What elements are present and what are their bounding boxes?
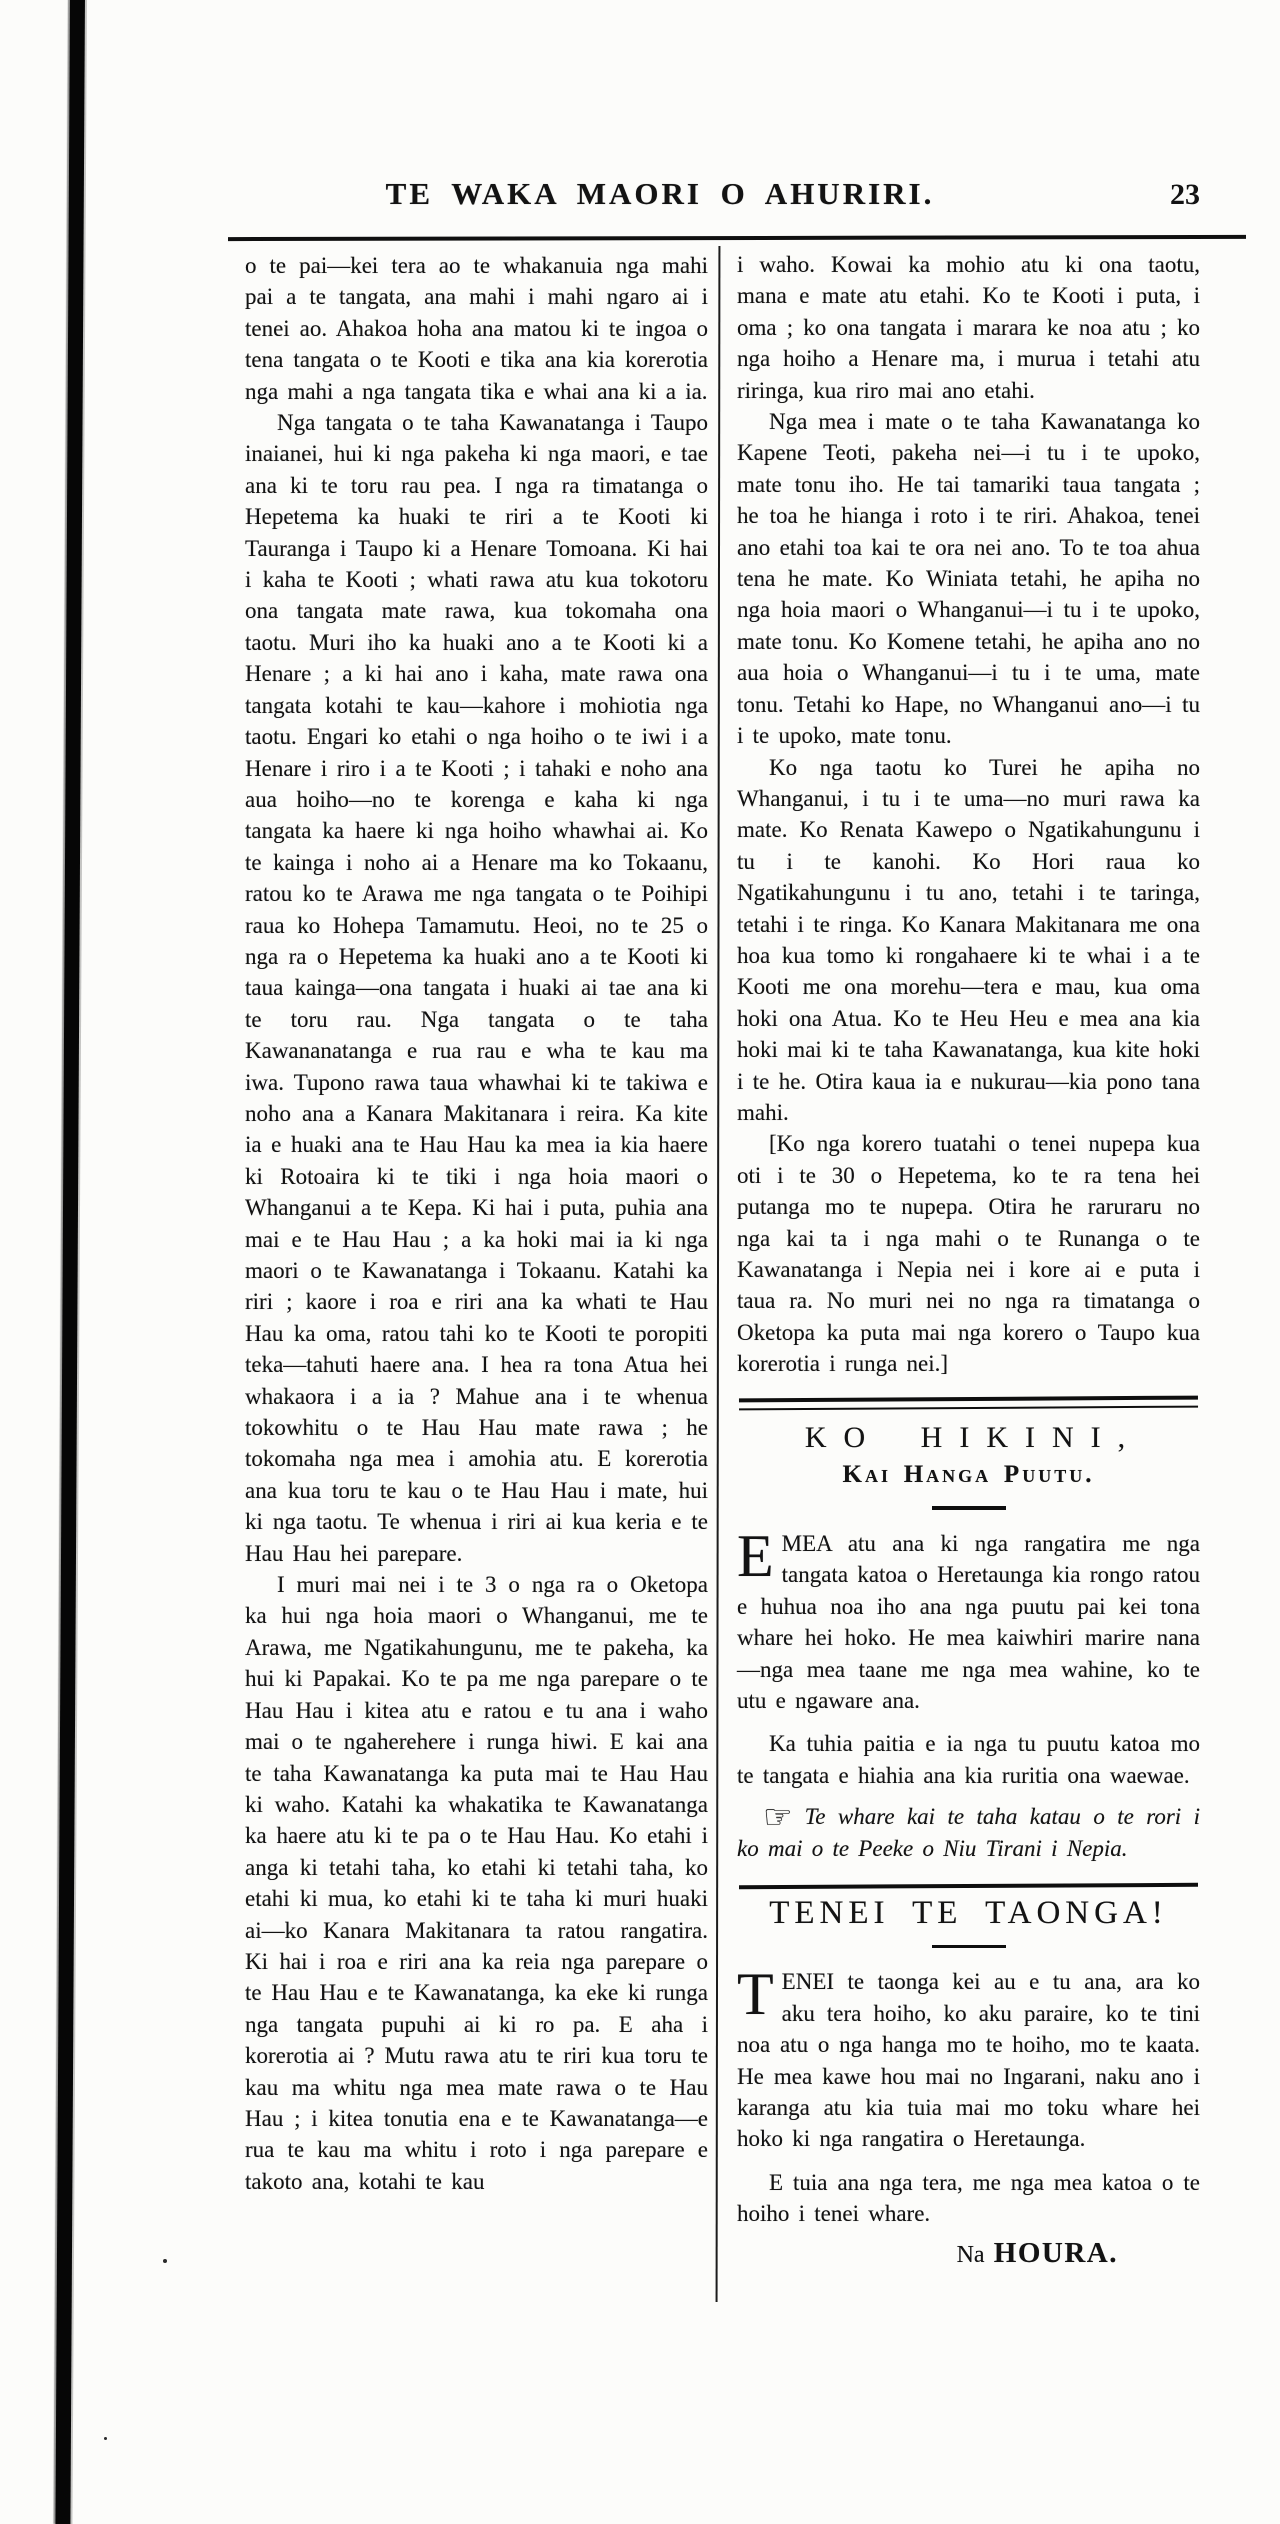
article-paragraph: Nga mea i mate o te taha Kawanatanga ko Kapene Teoti, pakeha nei—i tu i te upoko, mate tonu iho. He tai tamariki taua tangata ; he toa he hianga i roto i te riri. Ahakoa, tenei ano etahi toa kai te ora nei ano. To te toa ahua tena he mate. Ko Winiata tetahi, he apiha no nga hoia maori o Whanganui—i tu i te upoko, mate tonu. Ko Komene tetahi, he apiha ano no aua hoia o Whanganui—i tu i te uma, mate tonu. Tetahi ko Hape, no Whanganui ano—i tu i te upoko, mate tonu. [737,409,1200,749]
ad-paragraph [737,1961,1200,2154]
ink-speck [163,2259,167,2263]
ad-paragraph: Ka tuhia paitia e ia nga tu puutu katoa mo te tangata e hiahia ana kia ruritia ona waewae. [737,1731,1200,1788]
advertisement-hikini [737,1397,1200,1864]
ad-note-text: Te whare kai te taha katau o te rori i ko mai o te Peeke o Niu Tirani i Nepia. [737,1804,1200,1861]
advertisement-taonga [737,1884,1200,2271]
article-paragraph: i waho. Kowai ka mohio atu ki ona taotu, mana e mate atu etahi. Ko te Kooti i puta, i oma ; ko ona tangata i marara ke noa atu ; ko nga hoiho a Henare ma, i murua i tetahi atu riringa, kua riro mai ano etahi. [737,252,1200,403]
ad-subheading-hikini: Kai Hanga Puutu. [842,1461,1095,1489]
right-column [737,249,1200,2271]
drop-cap-letter: T [737,1961,774,2028]
manicule-pointing-hand-icon: ☞ [763,1800,793,1837]
ad-heading-hikini: KO HIKINI, [804,1420,1143,1454]
section-divider [932,1945,1006,1949]
drop-cap-letter: E [737,1522,774,1589]
article-paragraph-editorial-note: [Ko nga korero tuatahi o tenei nupepa kua oti i te 30 o Hepetema, ko te ra tena hei putanga mo te nupepa. Otira he raruraru no nga kai ta i nga mahi o te Runanga o te Kawanatanga i Nepia nei i kore ai e puta i taua ra. No muri nei no nga ra timatanga o Oketopa ka puta mai nga korero o Taupo kua korerotia i runga nei.] [737,1131,1200,1377]
header-rule [228,235,1246,241]
section-divider [932,1506,1006,1510]
ink-speck [104,2437,107,2440]
ad-signature [737,2238,1200,2271]
binding-strip [55,0,85,2524]
column-divider-rule [716,246,721,2302]
ad-paragraph-text: ENEI te taonga kei au e tu ana, ara ko aku tera hoiho, ko aku paraire, ko te tini noa atu o nga hanga mo te hoiho, mo te kaata. He mea kawe hou mai no Ingarani, naku ano i karanga atu kia tuia mai mo toku whare hei hoko ki nga rangatira o Heretaunga. [737,1969,1200,2152]
newspaper-masthead: TE WAKA MAORI O AHURIRI. [385,176,935,211]
article-paragraph: I muri mai nei i te 3 o nga ra o Oketopa ka hui nga hoia maori o Whanganui, me te Arawa, me Ngatikahungunu, me te pakeha, ka hui ki Papakai. Ko te pa me nga parepare o te Hau Hau i kitea atu e ratou e tu ana i waho mai o te ngaherehere i runga hiwi. E kai ana te taha Kawanatanga ka puta mai te Hau Hau ki waho. Katahi ka whakatika te Kawanatanga ka haere atu ki te pa o te Hau Hau. Ko etahi i anga ki tetahi taha, ko etahi ki tetahi taha, ko etahi ki mua, ko etahi ki te taha ki muri huaki ai—ko Kanara Makitanara ta ratou rangatira. Ki hai i roa e riri ana ka reia nga parepare o te Hau Hau e te Kawanatanga, ka eke ki runga nga tangata pupuhi ai ki ro pa. E aha i korerotia ai ? Mutu rawa atu te riri kua toru te kau ma whitu nga mea mate rawa o te Hau Hau ; i kitea tonutia ena e te Kawanatanga—e rua te kau ma whitu i roto i nga parepare e takoto ana, kotahi te kau [245,1572,708,2194]
left-column [245,250,708,2197]
ad-heading-taonga: TENEI TE TAONGA! [769,1894,1168,1931]
article-paragraph: Nga tangata o te taha Kawanatanga i Taupo inaianei, hui ki nga pakeha ki nga maori, e tae ana ki te toru rau pea. I nga ra timatanga o Hepetema ka huaki te riri a te Kooti ki Tauranga i Taupo ki a Henare Tomoana. Ki hai i kaha te Kooti ; whati rawa atu kua tokotoru ona tangata mate rawa, kua tokomaha ona taotu. Muri iho ka huaki ano a te Kooti ki a Henare ; a ki hai ano i kaha, mate rawa ona tangata kotahi te kau—kahore i mohiotia nga taotu. Engari ko etahi o nga hoiho o te iwi i a Henare i riro i a te Kooti ; i tahaki e noho ana aua hoiho—no te korenga e kaha ki nga tangata ka haere ki nga hoiho whawhai ai. Ko te kainga i noho ai a Henare ma ko Tokaanu, ratou ko te Arawa me nga tangata o te Poihipi raua ko Hohepa Tamamutu. Heoi, no te 25 o nga ra o Hepetema ka huaki ano a te Kooti ki taua kainga—ona tangata i huaki ai tae ana ki te toru rau. Nga tangata o te taha Kawananatanga e rua rau e wha te kau ma iwa. Tupono rawa taua whawhai ki te takiwa e noho ana a Kanara Makitanara i reira. Ka kite ia e huaki ana te Hau Hau ka mea ia kia haere ki Rotoaira ki te tiki i nga hoia maori o Whanganui a te Kepa. Ki hai i puta, puhia ana mai e te Hau Hau ; a ka hoki mai ia ki nga maori o te Kawanatanga i Tokaanu. Katahi ka riri ; kaore i roa e riri ana ka whati te Hau Hau ka oma, ratou tahi ko te Kooti te poropiti teka—tahuti haere ana. I hea ra tona Atua hei whakaora i a ia ? Mahue ana i te whenua tokowhitu o te Hau Hau mate rawa ; he tokomaha nga mea i amohia atu. E korerotia ana kua toru te kau o te Hau Hau i mate, hui ki nga taotu. Te whenua i riri ai kua keria e te Hau Hau hei parepare. [245,410,708,1566]
page-number: 23 [1170,178,1200,211]
ad-note [737,1801,1200,1864]
double-rule [739,1395,1198,1410]
article-paragraph: o te pai—kei tera ao te whakanuia nga mahi pai a te tangata, ana mahi i mahi ngaro ai i tenei ao. Ahakoa hoha ana matou ki te ingoa o tena tangata o te Kooti e tika ana kia korerotia nga mahi a nga tangata tika e whai ana ki a ia. [245,253,708,404]
single-rule [739,1883,1198,1889]
ad-paragraph: E tuia ana nga tera, me nga mea katoa o te hoiho i tenei whare. [737,2169,1200,2227]
signature-name: HOURA. [993,2236,1118,2269]
article-paragraph: Ko nga taotu ko Turei he apiha no Whanganui, i tu i te uma—no muri rawa ka mate. Ko Renata Kawepo o Ngatikahungunu i tu i te kanohi. Ko Hori raua ko Ngatikahungunu i tu ano, tetahi i te taringa, tetahi i te ringa. Ko Kanara Makitanara me ona hoa kua tomo ki rongahaere ki te whai i a te Kooti me ona morehu—tera e mau, kua oma hoki ona Atua. Ko te Heu Heu e mea ana kia hoki mai ki te taha Kawanatanga, kua kite hoki i te he. Otira kaua ia e nukurau—kia pono tana mahi. [737,754,1200,1125]
ad-paragraph [737,1522,1200,1716]
signature-prefix: Na [956,2241,985,2268]
ad-paragraph-text: MEA atu ana ki nga rangatira me nga tangata katoa o Heretaunga kia rongo ratou e huhua noa iho ana nga puutu pai kei tona whare hei hoko. He mea kaiwhiri marire nana—nga mea taane me nga mea wahine, ko te utu e ngaware ana. [737,1530,1200,1713]
